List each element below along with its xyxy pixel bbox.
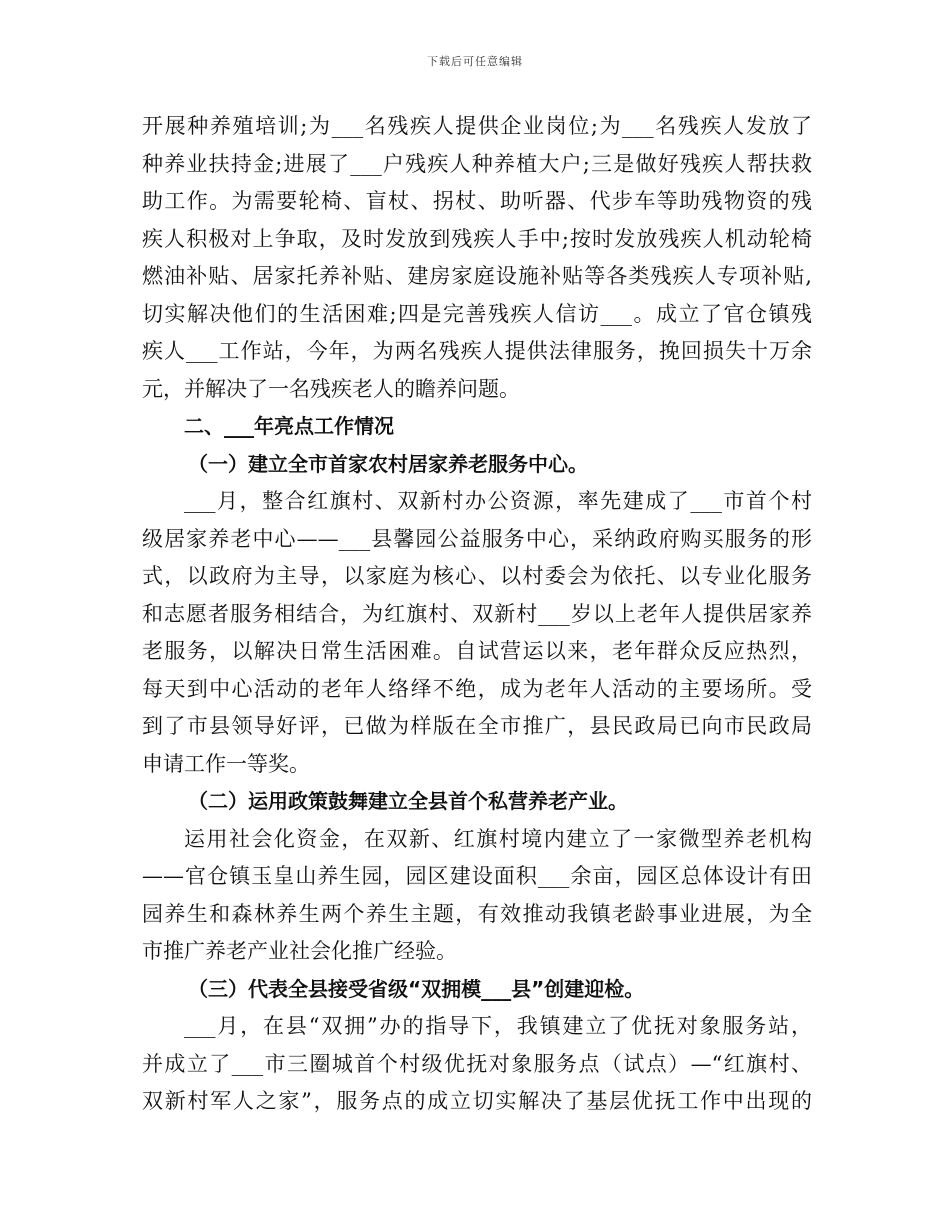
text-line: 和志愿者服务相结合，为红旗村、双新村___岁以上老年人提供居家养	[142, 601, 812, 626]
text-line: ——官仓镇玉皇山养生园，园区建设面积___余亩，园区总体设计有田	[142, 864, 812, 888]
text-line: 式，以政府为主导，以家庭为核心、以村委会为依托、以专业化服务	[142, 564, 812, 588]
text-line: 到了市县领导好评，已做为样版在全市推广，县民政局已向市民政局	[142, 714, 812, 738]
text-line: 每天到中心活动的老年人络绎不绝，成为老年人活动的主要场所。受	[142, 676, 812, 701]
text-line: 市推广养老产业社会化推广经验。	[142, 939, 457, 963]
text-line: 燃油补贴、居家托养补贴、建房家庭设施补贴等各类残疾人专项补贴,	[142, 264, 812, 288]
section-heading: （三）代表全县接受省级“双拥模___县”创建迎检。	[188, 976, 645, 1001]
document-body	[142, 108, 812, 1121]
text-line: 级居家养老中心——___县馨园公益服务中心，采纳政府购买服务的形	[142, 526, 812, 551]
text-line: 并成立了___市三圈城首个村级优抚对象服务点（试点）—“红旗村、	[142, 1051, 812, 1076]
section-heading: （一）建立全市首家农村居家养老服务中心。	[188, 451, 588, 476]
text-line: 切实解决他们的生活困难;四是完善残疾人信访___。成立了官仓镇残	[142, 301, 812, 326]
text-line: 疾人积极对上争取，及时发放到残疾人手中;按时发放残疾人机动轮椅	[142, 226, 812, 251]
text-line: ___月，整合红旗村、双新村办公资源，率先建成了___市首个村	[184, 489, 812, 513]
text-line: 种养业扶持金;进展了___户残疾人种养植大户;三是做好残疾人帮扶救	[142, 151, 812, 176]
text-line: 疾人___工作站，今年，为两名残疾人提供法律服务，挽回损失十万余	[142, 339, 812, 363]
text-line: 开展种养殖培训;为___名残疾人提供企业岗位;为___名残疾人发放了	[142, 114, 812, 138]
text-line: 老服务，以解决日常生活困难。自试营运以来，老年群众反应热烈，	[142, 639, 812, 663]
section-heading: 二、___年亮点工作情况	[184, 414, 394, 438]
text-line: 运用社会化资金，在双新、红旗村境内建立了一家微型养老机构	[184, 826, 812, 851]
page-header: 下载后可任意编辑	[427, 55, 523, 68]
text-line: 助工作。为需要轮椅、盲杖、拐杖、助听器、代步车等助残物资的残	[142, 189, 812, 213]
text-line: 申请工作一等奖。	[142, 751, 310, 776]
text-line: 双新村军人之家”，服务点的成立切实解决了基层优抚工作中出现的	[142, 1089, 812, 1113]
text-line: 园养生和森林养生两个养生主题，有效推动我镇老龄事业进展，为全	[142, 901, 812, 926]
text-line: 元，并解决了一名残疾老人的瞻养问题。	[142, 376, 520, 401]
text-line: ___月，在县“双拥”办的指导下，我镇建立了优抚对象服务站，	[184, 1014, 812, 1038]
section-heading: （二）运用政策鼓舞建立全县首个私营养老产业。	[188, 789, 628, 813]
